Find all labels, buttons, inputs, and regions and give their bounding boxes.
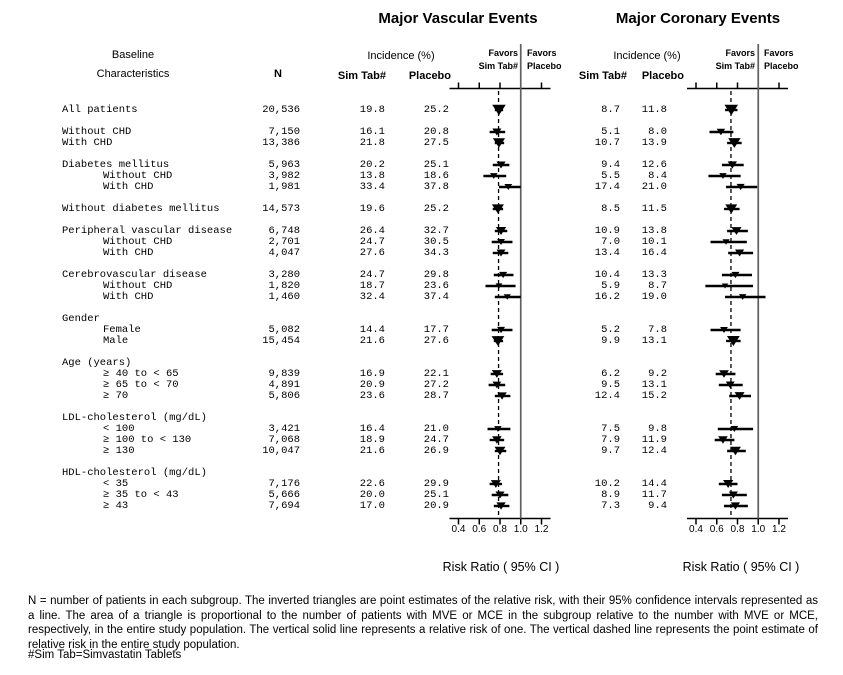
mce-placebo-incidence: 14.4 [641, 477, 667, 490]
subgroup-row-label: With CHD [103, 180, 154, 193]
mve-placebo-incidence: 27.2 [423, 378, 449, 391]
mve-x-tick-label: 0.4 [451, 523, 466, 535]
mce-placebo-incidence: 12.6 [641, 158, 667, 171]
mce-simtab-incidence: 5.2 [601, 323, 620, 336]
mve-simtab-incidence: 16.9 [359, 367, 385, 380]
mve-placebo-incidence: 17.7 [423, 323, 449, 336]
mve-placebo-incidence: 32.7 [423, 224, 449, 237]
mve-placebo-incidence: 22.1 [423, 367, 449, 380]
subgroup-row-label: Male [103, 334, 129, 347]
mce-placebo-incidence: 8.4 [648, 169, 667, 182]
mce-favors-placebo-line1: Favors [764, 48, 794, 58]
mce-simtab-incidence: 10.7 [594, 136, 620, 149]
mce-placebo-incidence: 9.4 [648, 499, 667, 512]
subgroup-n-value: 7,694 [268, 499, 300, 512]
mce-simtab-incidence: 9.4 [601, 158, 620, 171]
mve-x-tick-label: 1.2 [534, 523, 549, 535]
mve-simtab-incidence: 32.4 [359, 290, 385, 303]
mce-placebo-incidence: 12.4 [641, 444, 667, 457]
subgroup-row-label: ≥ 35 to < 43 [103, 488, 179, 501]
mve-placebo-incidence: 28.7 [423, 389, 449, 402]
subgroup-n-value: 5,806 [268, 389, 300, 402]
mve-simtab-incidence: 21.8 [359, 136, 385, 149]
mce-placebo-incidence: 7.8 [648, 323, 667, 336]
subgroup-n-value: 3,982 [268, 169, 300, 182]
subgroup-row-label: ≥ 65 to < 70 [103, 378, 179, 391]
mve-simtab-incidence: 21.6 [359, 334, 385, 347]
mve-placebo-incidence: 18.6 [423, 169, 449, 182]
mve-simtab-incidence: 22.6 [359, 477, 385, 490]
mce-favors-treatment-line1: Favors [725, 48, 755, 58]
mve-simtab-incidence: 27.6 [359, 246, 385, 259]
simtab-abbreviation-footnote: #Sim Tab=Simvastatin Tablets [28, 649, 182, 661]
mce-placebo-column-header: Placebo [641, 70, 684, 82]
mve-simtab-incidence: 18.7 [359, 279, 385, 292]
mce-simtab-incidence: 12.4 [594, 389, 620, 402]
subgroup-n-value: 5,666 [268, 488, 300, 501]
mve-placebo-incidence: 20.9 [423, 499, 449, 512]
baseline-header-line1: Baseline [111, 49, 155, 61]
subgroup-n-value: 1,460 [268, 290, 300, 303]
mce-x-tick-label: 1.0 [751, 523, 766, 535]
subgroup-row-label: Cerebrovascular disease [62, 268, 207, 281]
mve-favors-placebo-line2: Placebo [527, 61, 562, 71]
subgroup-row-label: ≥ 40 to < 65 [103, 367, 179, 380]
subgroup-n-value: 5,963 [268, 158, 300, 171]
mve-simtab-incidence: 18.9 [359, 433, 385, 446]
mve-simtab-incidence: 19.8 [359, 103, 385, 116]
subgroup-row-label: With CHD [103, 290, 154, 303]
mce-placebo-incidence: 11.9 [641, 433, 667, 446]
mve-simtab-incidence: 24.7 [359, 235, 385, 248]
subgroup-row-label: With CHD [103, 246, 154, 259]
subgroup-n-value: 13,386 [262, 136, 300, 149]
mce-x-tick-label: 0.6 [709, 523, 724, 535]
mce-placebo-incidence: 13.1 [641, 378, 667, 391]
mve-simtab-incidence: 16.1 [359, 125, 385, 138]
mve-placebo-incidence: 30.5 [423, 235, 449, 248]
mve-simtab-incidence: 26.4 [359, 224, 385, 237]
subgroup-n-value: 3,421 [268, 422, 300, 435]
mve-point-estimate-triangle [492, 105, 506, 116]
figure-footnote: N = number of patients in each subgroup. The inverted triangles are point estimates of the relative risk, with their 95% confidence intervals represented as a line. The area of a triangle is proportional to the number of patients with MVE or MCE in the subgroup relative to the number with MVE or MCE, respectively, in the entire study population. The vertical solid line represents a relative risk of one. The vertical dashed line represents the point estimate of relative risk in the entire study population. [28, 595, 818, 651]
mve-simtab-incidence: 24.7 [359, 268, 385, 281]
mve-placebo-incidence: 37.8 [423, 180, 449, 193]
mve-simtab-incidence: 14.4 [359, 323, 385, 336]
mve-simtab-incidence: 16.4 [359, 422, 385, 435]
mve-x-tick-label: 0.6 [472, 523, 487, 535]
mve-placebo-incidence: 29.9 [423, 477, 449, 490]
mve-x-axis-caption: Risk Ratio ( 95% CI ) [442, 560, 560, 574]
mce-placebo-incidence: 9.8 [648, 422, 667, 435]
subgroup-n-value: 3,280 [268, 268, 300, 281]
subgroup-n-value: 2,701 [268, 235, 300, 248]
subgroup-n-value: 10,047 [262, 444, 300, 457]
mve-placebo-incidence: 34.3 [423, 246, 449, 259]
mce-x-axis-caption: Risk Ratio ( 95% CI ) [682, 560, 800, 574]
mve-favors-treatment-line1: Favors [488, 48, 518, 58]
mce-placebo-incidence: 16.4 [641, 246, 667, 259]
subgroup-row-label: All patients [62, 103, 138, 116]
mce-simtab-incidence: 10.2 [594, 477, 620, 490]
mce-placebo-incidence: 13.8 [641, 224, 667, 237]
mce-simtab-incidence: 7.0 [601, 235, 620, 248]
mve-placebo-incidence: 25.1 [423, 158, 449, 171]
mce-simtab-incidence: 8.7 [601, 103, 620, 116]
subgroup-row-label: ≥ 100 to < 130 [103, 433, 192, 446]
mve-simtab-incidence: 33.4 [359, 180, 385, 193]
mce-placebo-incidence: 11.8 [641, 103, 667, 116]
subgroup-row-label: With CHD [62, 136, 113, 149]
mve-favors-treatment-line2: Sim Tab# [478, 61, 518, 71]
mve-placebo-incidence: 25.1 [423, 488, 449, 501]
mve-placebo-incidence: 25.2 [423, 202, 449, 215]
mce-simtab-incidence: 8.5 [601, 202, 620, 215]
mve-simtab-incidence: 20.9 [359, 378, 385, 391]
mce-x-tick-label: 0.8 [730, 523, 745, 535]
mve-placebo-incidence: 25.2 [423, 103, 449, 116]
panel-title-major-coronary-events: Major Coronary Events [615, 10, 781, 27]
mce-placebo-incidence: 13.1 [641, 334, 667, 347]
subgroup-n-value: 4,047 [268, 246, 300, 259]
mve-simtab-incidence: 20.0 [359, 488, 385, 501]
mce-x-tick-label: 0.4 [689, 523, 703, 535]
subgroup-row-label: Without CHD [62, 125, 132, 138]
subgroup-category-label: Age (years) [62, 356, 132, 369]
subgroup-category-label: HDL-cholesterol (mg/dL) [62, 466, 207, 479]
subgroup-row-label: ≥ 130 [103, 444, 135, 457]
subgroup-n-value: 6,748 [268, 224, 300, 237]
mce-placebo-incidence: 9.2 [648, 367, 667, 380]
mce-placebo-incidence: 13.9 [641, 136, 667, 149]
mce-simtab-incidence: 9.7 [601, 444, 620, 457]
subgroup-n-value: 1,981 [268, 180, 300, 193]
mce-placebo-incidence: 11.5 [641, 202, 667, 215]
subgroup-row-label: ≥ 43 [103, 499, 129, 512]
mce-simtab-incidence: 16.2 [594, 290, 620, 303]
mve-placebo-incidence: 27.6 [423, 334, 449, 347]
mve-incidence-header: Incidence (%) [367, 50, 435, 62]
subgroup-category-label: Gender [62, 312, 100, 325]
subgroup-row-label: Without CHD [103, 169, 173, 182]
mce-placebo-incidence: 13.3 [641, 268, 667, 281]
mce-simtab-incidence: 10.4 [594, 268, 620, 281]
mce-placebo-incidence: 15.2 [641, 389, 667, 402]
mce-placebo-incidence: 11.7 [641, 488, 667, 501]
mve-placebo-incidence: 24.7 [423, 433, 449, 446]
mve-x-tick-label: 0.8 [493, 523, 507, 535]
subgroup-row-label: Diabetes mellitus [62, 158, 170, 171]
mve-placebo-incidence: 23.6 [423, 279, 449, 292]
mve-simtab-incidence: 20.2 [359, 158, 385, 171]
panel-title-major-vascular-events: Major Vascular Events [378, 10, 538, 27]
mce-placebo-incidence: 8.7 [648, 279, 667, 292]
mce-simtab-incidence: 5.9 [601, 279, 620, 292]
mve-favors-placebo-line1: Favors [527, 48, 557, 58]
mve-placebo-incidence: 26.9 [423, 444, 449, 457]
mce-simtab-column-header: Sim Tab# [578, 70, 627, 82]
mve-placebo-incidence: 21.0 [423, 422, 449, 435]
subgroup-n-value: 5,082 [268, 323, 300, 336]
mve-simtab-column-header: Sim Tab# [337, 70, 386, 82]
subgroup-row-label: < 35 [103, 477, 129, 490]
subgroup-n-value: 7,150 [268, 125, 300, 138]
mce-simtab-incidence: 7.5 [601, 422, 620, 435]
subgroup-row-label: Peripheral vascular disease [62, 224, 233, 237]
mce-simtab-incidence: 5.5 [601, 169, 620, 182]
subgroup-row-label: ≥ 70 [103, 389, 129, 402]
subgroup-row-label: Female [103, 323, 141, 336]
mce-favors-placebo-line2: Placebo [764, 61, 799, 71]
subgroup-n-value: 7,176 [268, 477, 300, 490]
subgroup-row-label: Without CHD [103, 235, 173, 248]
mce-simtab-incidence: 17.4 [594, 180, 620, 193]
mve-placebo-incidence: 29.8 [423, 268, 449, 281]
mce-simtab-incidence: 13.4 [594, 246, 620, 259]
subgroup-n-value: 4,891 [268, 378, 300, 391]
subgroup-row-label: < 100 [103, 422, 135, 435]
subgroup-n-value: 15,454 [262, 334, 300, 347]
subgroup-row-label: Without diabetes mellitus [62, 202, 220, 215]
mce-simtab-incidence: 8.9 [601, 488, 620, 501]
subgroup-category-label: LDL-cholesterol (mg/dL) [62, 411, 207, 424]
mve-simtab-incidence: 19.6 [359, 202, 385, 215]
mce-placebo-incidence: 21.0 [641, 180, 667, 193]
mve-placebo-incidence: 37.4 [423, 290, 449, 303]
subgroup-n-value: 14,573 [262, 202, 300, 215]
mve-simtab-incidence: 13.8 [359, 169, 385, 182]
mce-placebo-incidence: 19.0 [641, 290, 667, 303]
mve-simtab-incidence: 17.0 [359, 499, 385, 512]
n-column-header: N [274, 68, 282, 80]
mve-x-tick-label: 1.0 [513, 523, 528, 535]
mve-placebo-incidence: 27.5 [423, 136, 449, 149]
subgroup-row-label: Without CHD [103, 279, 173, 292]
mce-simtab-incidence: 9.9 [601, 334, 620, 347]
mce-x-tick-label: 1.2 [772, 523, 786, 535]
subgroup-n-value: 7,068 [268, 433, 300, 446]
mce-simtab-incidence: 10.9 [594, 224, 620, 237]
mce-simtab-incidence: 5.1 [601, 125, 620, 138]
mve-placebo-incidence: 20.8 [423, 125, 449, 138]
mve-placebo-column-header: Placebo [408, 70, 451, 82]
mce-simtab-incidence: 6.2 [601, 367, 620, 380]
mce-simtab-incidence: 7.3 [601, 499, 620, 512]
subgroup-n-value: 9,839 [268, 367, 300, 380]
mve-simtab-incidence: 23.6 [359, 389, 385, 402]
mce-placebo-incidence: 10.1 [641, 235, 667, 248]
baseline-header-line2: Characteristics [96, 68, 170, 80]
mce-incidence-header: Incidence (%) [613, 50, 681, 62]
mce-simtab-incidence: 7.9 [601, 433, 620, 446]
mce-favors-treatment-line2: Sim Tab# [715, 61, 755, 71]
mve-simtab-incidence: 21.6 [359, 444, 385, 457]
subgroup-n-value: 1,820 [268, 279, 300, 292]
subgroup-n-value: 20,536 [262, 103, 300, 116]
mce-simtab-incidence: 9.5 [601, 378, 620, 391]
mce-placebo-incidence: 8.0 [648, 125, 667, 138]
